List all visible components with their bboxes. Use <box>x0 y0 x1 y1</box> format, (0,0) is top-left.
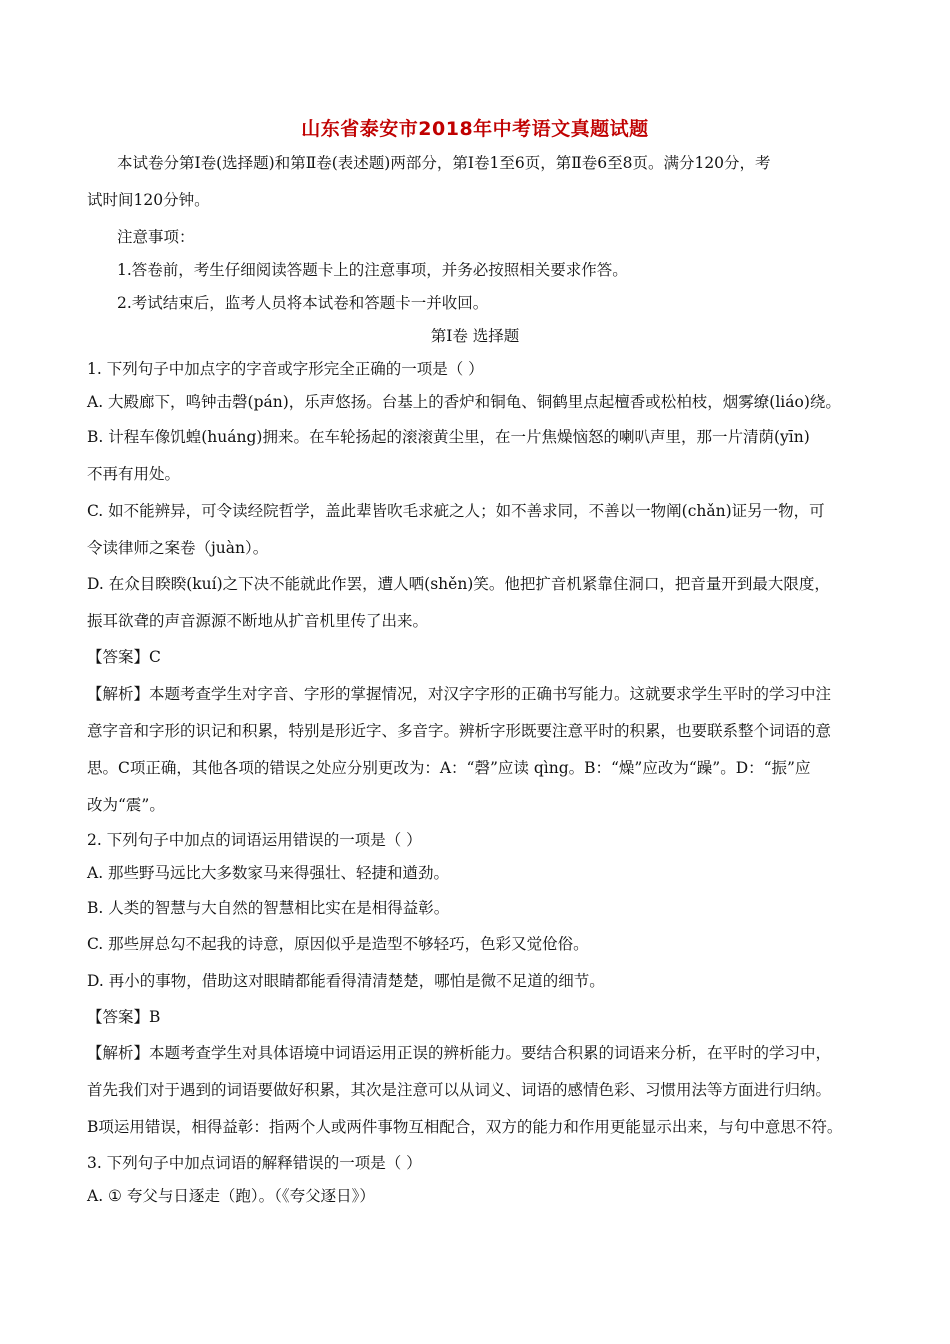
intro-text: 试时间120分钟。 <box>87 191 210 209</box>
question-stem: 2. 下列句子中加点的词语运用错误的一项是（ ） <box>87 831 422 849</box>
question-stem: 1. 下列句子中加点字的字音或字形完全正确的一项是（ ） <box>87 360 484 378</box>
section-heading: 第Ⅰ卷 选择题 <box>430 327 520 345</box>
option-a: A. 那些野马远比大多数家马来得强壮、轻捷和遒劲。 <box>87 864 450 882</box>
option-c: C. 那些屏总勾不起我的诗意，原因似乎是造型不够轻巧，色彩又觉伧俗。 <box>87 935 589 953</box>
answer-label: 【答案】B <box>87 1008 161 1026</box>
option-b-continued: 不再有用处。 <box>87 465 181 483</box>
option-d: D. 再小的事物，借助这对眼睛都能看得清清楚楚，哪怕是微不足道的细节。 <box>87 972 605 990</box>
option-b: B. 计程车像饥蝗(huáng)拥来。在车轮扬起的滚滚黄尘里，在一片焦燥恼怒的喇叭声里，那一片清荫(yīn) <box>87 428 810 446</box>
notice-item: 1.答卷前，考生仔细阅读答题卡上的注意事项，并务必按照相关要求作答。 <box>117 261 628 279</box>
option-a: A. 大殿廊下，鸣钟击磬(pán)，乐声悠扬。台基上的香炉和铜龟、铜鹤里点起檀香或松柏枝，烟雾缭(liáo)绕。 <box>87 393 841 411</box>
option-a: A. ① 夸父与日逐走（跑）。（《夸父逐日》） <box>87 1187 375 1205</box>
option-c: C. 如不能辨异，可令读经院哲学，盖此辈皆吹毛求疵之人；如不善求同，不善以一物阐(chǎn)证另一物，可 <box>87 502 825 520</box>
question-stem: 3. 下列句子中加点词语的解释错误的一项是（ ） <box>87 1154 422 1172</box>
notice-item: 2.考试结束后，监考人员将本试卷和答题卡一并收回。 <box>117 294 489 312</box>
analysis-text: 首先我们对于遇到的词语要做好积累，其次是注意可以从词义、词语的感情色彩、习惯用法等方面进行归纳。 <box>87 1081 832 1099</box>
option-c-continued: 令读律师之案卷（juàn）。 <box>87 539 269 557</box>
document-title: 山东省泰安市2018年中考语文真题试题 <box>301 118 649 140</box>
analysis-text: 【解析】本题考查学生对字音、字形的掌握情况，对汉字字形的正确书写能力。这就要求学生平时的学习中注 <box>87 685 832 703</box>
answer-label: 【答案】C <box>87 648 161 666</box>
analysis-text: 改为“震”。 <box>87 796 165 814</box>
analysis-text: B项运用错误，相得益彰：指两个人或两件事物互相配合，双方的能力和作用更能显示出来，与句中意思不符。 <box>87 1118 843 1136</box>
intro-text: 本试卷分第Ⅰ卷(选择题)和第Ⅱ卷(表述题)两部分，第Ⅰ卷1至6页，第Ⅱ卷6至8页。满分120分，考 <box>117 154 771 172</box>
notice-heading: 注意事项： <box>117 228 195 246</box>
option-d: D. 在众目睽睽(kuí)之下决不能就此作罢，遭人哂(shěn)笑。他把扩音机紧靠住洞口，把音量开到最大限度， <box>87 575 830 593</box>
analysis-text: 意字音和字形的识记和积累，特别是形近字、多音字。辨析字形既要注意平时的积累，也要联系整个词语的意 <box>87 722 832 740</box>
analysis-text: 思。C项正确，其他各项的错误之处应分别更改为：A：“磬”应读 qìng。B：“燥”应改为“躁”。D：“振”应 <box>87 759 811 777</box>
analysis-text: 【解析】本题考查学生对具体语境中词语运用正误的辨析能力。要结合积累的词语来分析，在平时的学习中， <box>87 1044 832 1062</box>
option-b: B. 人类的智慧与大自然的智慧相比实在是相得益彰。 <box>87 899 450 917</box>
option-d-continued: 振耳欲聋的声音源源不断地从扩音机里传了出来。 <box>87 612 429 630</box>
